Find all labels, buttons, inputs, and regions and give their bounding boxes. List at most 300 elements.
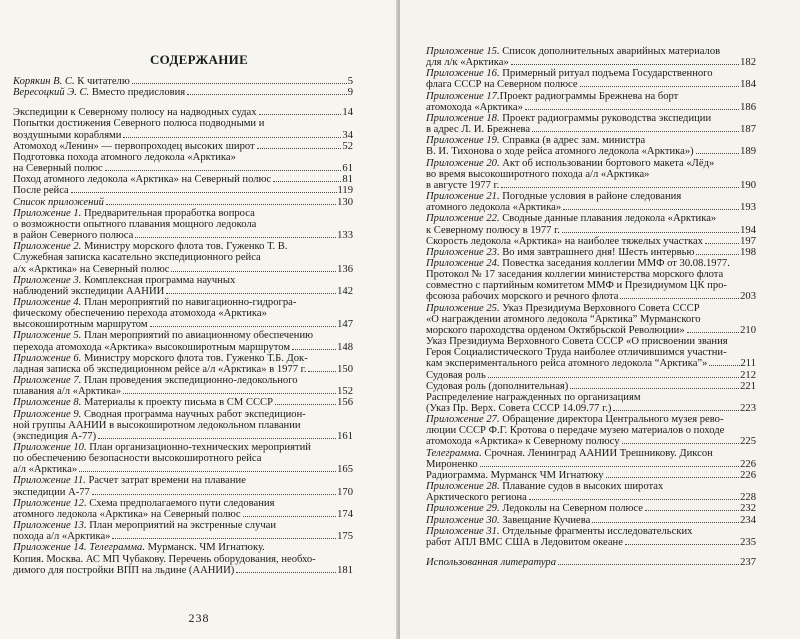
toc-entry — [426, 392, 756, 414]
toc-entry-text — [426, 425, 724, 436]
toc-entry-prefix: Приложение 10. — [13, 442, 87, 453]
toc-entry-text — [13, 275, 235, 286]
toc-entry-text — [13, 230, 133, 241]
toc-entry — [426, 158, 756, 191]
toc-entry-text — [13, 107, 257, 118]
toc-entry-prefix: Приложение 20. — [426, 157, 500, 169]
toc-entry-continuation: на Северный полюс — [13, 163, 103, 175]
toc-entry-prefix: Приложение 7. — [13, 375, 82, 387]
toc-entry-text — [13, 141, 255, 152]
dot-leader — [79, 471, 336, 472]
toc-entry-text — [13, 375, 298, 386]
toc-line — [426, 436, 756, 447]
dot-leader — [243, 516, 337, 517]
toc-entry — [426, 414, 756, 447]
toc-entry-text — [426, 314, 701, 325]
toc-entry-text — [13, 163, 103, 174]
dot-leader — [123, 137, 341, 138]
toc-entry-text — [13, 420, 301, 431]
toc-line — [426, 124, 756, 135]
toc-entry — [13, 409, 353, 442]
toc-entry-text — [13, 409, 306, 420]
toc-entry-title: Распределение награжденных по организациям — [426, 391, 641, 403]
dot-leader — [480, 466, 739, 467]
toc-entry — [13, 520, 353, 542]
toc-entry-text — [13, 487, 90, 498]
toc-entry-continuation: ной группы ААНИИ в высокоширотном ледокольном плавании — [13, 419, 301, 431]
toc-page-number: 184 — [740, 79, 756, 91]
toc-page-number: 119 — [337, 185, 353, 197]
toc-entry-continuation: люции СССР Ф.Г. Кротова о передаче музею материалов о походе — [426, 425, 725, 437]
toc-entry-text — [13, 386, 121, 397]
toc-entry-text — [13, 542, 265, 553]
toc-line — [13, 554, 353, 565]
dot-leader — [705, 243, 739, 244]
toc-line — [13, 308, 353, 319]
right-toc-list — [426, 46, 756, 568]
toc-entry-text — [426, 124, 530, 135]
toc-page-number: 198 — [740, 246, 756, 258]
toc-entry-prefix: Корякин В. С. — [13, 76, 75, 87]
toc-entry-text — [13, 76, 130, 87]
toc-entry-text — [13, 431, 96, 442]
toc-entry — [13, 76, 353, 87]
toc-entry-title: Указ Президиума Верховного Совета СССР — [499, 302, 700, 314]
toc-entry-text — [426, 526, 692, 537]
toc-entry-prefix: Приложение 15. — [426, 46, 500, 57]
toc-entry-text — [426, 537, 623, 548]
toc-line — [13, 130, 353, 141]
toc-entry — [13, 297, 353, 330]
toc-entry — [426, 258, 756, 303]
toc-entry-text — [13, 264, 169, 275]
toc-entry — [13, 475, 353, 497]
toc-entry — [426, 247, 756, 258]
toc-entry — [426, 213, 756, 235]
toc-entry-title: Комплексная программа научных — [81, 274, 236, 286]
toc-entry-title: Судовая роль — [426, 369, 486, 381]
toc-line — [426, 258, 756, 269]
dot-leader — [106, 204, 336, 205]
dot-leader — [135, 237, 336, 238]
toc-entry-title: Радиограмма. Мурманск ЧМ Игнатюку — [426, 469, 604, 481]
toc-entry-text — [426, 146, 694, 157]
toc-entry-continuation: (экспедиция А-77) — [13, 430, 97, 442]
toc-entry-text — [426, 470, 604, 481]
toc-entry-continuation: ладная записка об экспедиционном рейсе а/л «Арктика» в 1977 г. — [13, 363, 307, 375]
toc-entry-text — [426, 158, 714, 169]
toc-entry-continuation: во время высокоширотного похода а/л «Арктика» — [426, 168, 650, 180]
toc-entry-title: Поход атомного ледокола «Арктика» на Северный полюс — [13, 174, 272, 186]
toc-line — [13, 185, 353, 196]
toc-entry-prefix: Приложение 24. — [426, 257, 500, 269]
toc-entry — [13, 141, 353, 152]
dot-leader — [501, 187, 739, 188]
toc-page-number: 147 — [337, 319, 353, 331]
toc-line — [13, 174, 353, 185]
toc-entry-text — [426, 325, 685, 336]
toc-entry-prefix: Вересоцкий Э. С. — [13, 87, 90, 99]
toc-line — [13, 219, 353, 230]
toc-entry-text — [13, 174, 271, 185]
toc-entry-text — [13, 475, 246, 486]
toc-page-number: 150 — [337, 363, 353, 375]
toc-line — [426, 280, 756, 291]
dot-leader — [112, 538, 336, 539]
toc-line — [13, 475, 353, 486]
toc-entry-continuation: кам экспериментального рейса атомного ледокола “Арктика”» — [426, 358, 708, 370]
contents-heading: СОДЕРЖАНИЕ — [149, 52, 249, 67]
toc-line — [13, 297, 353, 308]
toc-line — [426, 492, 756, 503]
toc-page-number: 148 — [337, 341, 353, 353]
toc-entry — [13, 542, 353, 575]
toc-entry-text — [13, 364, 306, 375]
toc-page-number: 197 — [740, 235, 756, 247]
toc-entry-prefix: Приложение 9. — [13, 408, 82, 420]
toc-page-number: 221 — [740, 380, 756, 392]
toc-line — [426, 526, 756, 537]
toc-entry-title: Мурманск. ЧМ Игнатюку. — [144, 542, 265, 554]
toc-page-number: 161 — [337, 430, 353, 442]
toc-line — [13, 152, 353, 163]
toc-page-number: 136 — [337, 263, 353, 275]
dot-leader — [105, 170, 342, 171]
toc-page-number: 133 — [337, 230, 353, 242]
toc-entry — [426, 515, 756, 526]
toc-page-number: 186 — [740, 101, 756, 113]
toc-entry-prefix: Приложение 28. — [426, 481, 500, 493]
dot-leader — [511, 64, 739, 65]
toc-entry — [426, 68, 756, 90]
toc-entry-title: Материалы к проекту письма в СМ СССР — [81, 397, 273, 409]
dot-leader — [625, 544, 739, 545]
toc-entry — [13, 241, 353, 274]
toc-line — [426, 269, 756, 280]
toc-entry-continuation: морского пароходства орденом Октябрьской Революции» — [426, 324, 685, 336]
toc-line — [426, 91, 756, 102]
toc-entry-text — [13, 498, 274, 509]
dot-leader — [92, 494, 336, 495]
toc-line — [426, 425, 756, 436]
toc-entry-text — [426, 403, 611, 414]
toc-entry — [426, 113, 756, 135]
toc-entry-continuation: а/х «Арктика» на Северный полюс — [13, 263, 170, 275]
toc-line — [13, 464, 353, 475]
toc-line — [426, 336, 756, 347]
toc-entry-text — [426, 280, 727, 291]
toc-page-number: 61 — [342, 163, 353, 175]
toc-entry-prefix: Приложение 25. — [426, 302, 500, 314]
toc-entry-continuation: Протокол № 17 заседания коллегии министерства морского флота — [426, 269, 724, 281]
toc-line — [13, 208, 353, 219]
toc-line — [13, 442, 353, 453]
toc-line — [426, 392, 756, 403]
toc-line — [426, 403, 756, 414]
toc-line — [13, 342, 353, 353]
toc-entry-text — [13, 509, 241, 520]
toc-entry-text — [13, 342, 290, 353]
dot-leader — [259, 114, 342, 115]
toc-entry-continuation: Мироненко — [426, 458, 478, 470]
toc-page-number: 5 — [347, 76, 353, 87]
left-page — [0, 0, 398, 639]
toc-line — [426, 481, 756, 492]
dot-leader — [563, 209, 739, 210]
toc-entry-continuation: для л/к «Арктика» — [426, 57, 509, 69]
toc-line — [13, 375, 353, 386]
toc-entry-prefix: Приложение 31. — [426, 525, 500, 537]
toc-line — [13, 197, 353, 208]
toc-entry — [426, 381, 756, 392]
dot-leader — [570, 388, 739, 389]
toc-entry-text — [13, 297, 296, 308]
toc-line — [13, 431, 353, 442]
toc-entry — [426, 481, 756, 503]
toc-entry-prefix: Список приложений — [13, 196, 104, 208]
toc-line — [13, 386, 353, 397]
toc-line — [13, 252, 353, 263]
toc-entry-continuation: экспедиции А-77 — [13, 486, 90, 498]
dot-leader — [529, 499, 739, 500]
toc-page-number: 165 — [337, 464, 353, 476]
toc-line — [13, 241, 353, 252]
toc-line — [426, 370, 756, 381]
toc-entry — [13, 397, 353, 408]
toc-page-number: 223 — [740, 403, 756, 414]
toc-page-number: 34 — [342, 129, 353, 141]
toc-line — [13, 453, 353, 464]
toc-line — [426, 180, 756, 191]
toc-entry-text — [426, 169, 649, 180]
toc-entry-title: План мероприятий на экстренные случаи — [86, 520, 277, 532]
toc-line — [13, 163, 353, 174]
toc-spacer — [13, 98, 353, 107]
toc-entry-prefix: Приложение 6. — [13, 352, 82, 364]
toc-entry-prefix: Приложение 13. — [13, 520, 87, 532]
dot-leader — [525, 109, 739, 110]
toc-entry — [426, 91, 756, 113]
toc-entry-prefix: Приложение 27. — [426, 414, 500, 426]
toc-page-number: 9 — [347, 87, 353, 99]
toc-entry-title: Обращение директора Центрального музея рево- — [499, 414, 724, 426]
dot-leader — [696, 153, 739, 154]
toc-page-number: 211 — [740, 358, 756, 370]
toc-entry-prefix: Приложение 12. — [13, 497, 87, 509]
toc-entry-continuation: «О награждении атомного ледокола “Арктика” Мурманского — [426, 313, 701, 325]
toc-entry-continuation: В. И. Тихонова о ходе рейса атомного ледокола «Арктика») — [426, 146, 694, 158]
toc-entry-prefix: Использованная литература — [426, 557, 557, 569]
toc-entry-text — [426, 358, 707, 369]
toc-entry-text — [426, 336, 728, 347]
toc-entry-title: Список дополнительных аварийных материалов — [499, 46, 721, 57]
toc-entry-text — [426, 515, 590, 526]
toc-entry — [13, 442, 353, 475]
toc-entry-text — [426, 258, 730, 269]
toc-entry — [13, 87, 353, 98]
toc-entry-title: План мероприятий по авиационному обеспечению — [81, 330, 314, 342]
toc-entry-text — [13, 208, 255, 219]
toc-line — [13, 531, 353, 542]
toc-entry-continuation: совместно с партийным комитетом ММФ и Президиумом ЦК про- — [426, 280, 727, 292]
toc-entry-prefix: Приложение 3. — [13, 274, 82, 286]
toc-page-number: 212 — [740, 369, 756, 381]
toc-entry — [13, 107, 353, 118]
toc-line — [426, 448, 756, 459]
toc-entry-title: Ледоколы на Северном полюсе — [499, 503, 643, 515]
toc-line — [426, 68, 756, 79]
toc-entry — [426, 336, 756, 369]
toc-entry-continuation: атомохода «Арктика» — [426, 101, 523, 113]
toc-entry-text — [13, 554, 316, 565]
toc-line — [426, 358, 756, 369]
toc-page-number: 225 — [740, 436, 756, 448]
toc-entry-title: План проведения экспедиционно-ледокольного — [81, 375, 298, 387]
toc-line — [13, 330, 353, 341]
toc-entry-text — [13, 197, 104, 208]
toc-entry-text — [426, 247, 694, 258]
toc-entry-continuation: фсоюза рабочих морского и речного флота — [426, 291, 619, 303]
toc-entry-title: Погодные условия в районе следования — [499, 191, 682, 203]
toc-entry-title: Попытки достижения Северного полюса подводными и — [13, 118, 265, 130]
toc-line — [426, 347, 756, 358]
toc-entry-text — [13, 252, 261, 263]
toc-entry-continuation: флага СССР на Северном полюсе — [426, 79, 578, 91]
toc-line — [426, 314, 756, 325]
toc-spacer — [426, 548, 756, 557]
toc-entry-title: Проект радиограммы Брежнева на борт — [499, 90, 679, 102]
toc-entry-title: План мероприятий по навигационно-гидрогра- — [81, 296, 297, 308]
toc-page-number: 52 — [342, 140, 353, 152]
toc-entry-text — [426, 370, 486, 381]
toc-line — [426, 191, 756, 202]
toc-line — [426, 236, 756, 247]
toc-entry-prefix: Приложение 30. — [426, 514, 500, 526]
toc-entry-prefix: Приложение 29. — [426, 503, 500, 515]
toc-page-number: 152 — [337, 386, 353, 398]
toc-entry-title: Во имя завтрашнего дня! Шесть интервью — [499, 246, 695, 258]
toc-entry-prefix: Приложение 11. — [13, 475, 86, 487]
toc-entry-prefix: Приложение 8. — [13, 397, 82, 409]
toc-entry-title: Министру морского флота тов. Гуженко Т.Б. Док- — [81, 352, 308, 364]
toc-entry-prefix: Телеграмма. — [426, 447, 482, 459]
toc-page-number: 181 — [337, 564, 353, 576]
dot-leader — [166, 293, 336, 294]
toc-entry-continuation: (Указ Пр. Верх. Совета СССР 14.09.77 г.) — [426, 403, 612, 414]
toc-entry-continuation: к Северному полюсу в 1977 г. — [426, 224, 560, 236]
dot-leader — [687, 332, 739, 333]
toc-entry-continuation: работ АПЛ ВМС США в Ледовитом океане — [426, 536, 623, 548]
toc-entry — [13, 185, 353, 196]
toc-page-number: 156 — [337, 397, 353, 409]
page-number: 238 — [188, 611, 210, 625]
toc-entry-text — [426, 57, 509, 68]
toc-line — [426, 225, 756, 236]
toc-entry — [13, 174, 353, 185]
dot-leader — [123, 393, 336, 394]
toc-entry — [426, 191, 756, 213]
toc-entry-text — [426, 225, 560, 236]
toc-entry-continuation: в августе 1977 г. — [426, 179, 500, 191]
dot-leader — [645, 510, 739, 511]
dot-leader — [71, 192, 337, 193]
dot-leader — [98, 438, 336, 439]
toc-entry-title: Судовая роль (дополнительная) — [426, 380, 569, 392]
toc-line — [426, 381, 756, 392]
toc-page-number: 203 — [740, 291, 756, 303]
toc-line — [13, 76, 353, 87]
toc-entry-continuation: по обеспечению безопасности высокоширотного рейса — [13, 453, 262, 465]
dot-leader — [622, 443, 740, 444]
toc-entry-continuation: фическому обеспечению перехода атомохода «Арктика» — [13, 308, 267, 320]
toc-page-number: 81 — [342, 174, 353, 186]
toc-line — [426, 158, 756, 169]
toc-entry — [426, 557, 756, 568]
toc-line — [426, 291, 756, 302]
toc-line — [426, 46, 756, 57]
toc-entry-text — [426, 79, 578, 90]
toc-entry-text — [426, 557, 556, 568]
toc-line — [426, 146, 756, 157]
dot-leader — [150, 326, 337, 327]
toc-line — [426, 79, 756, 90]
toc-entry-continuation: атомного ледокола «Арктика» — [426, 202, 562, 214]
dot-leader — [132, 83, 347, 84]
toc-entry-prefix: Приложение 23. — [426, 246, 500, 258]
toc-entry-title: Справка (в адрес зам. министра — [499, 135, 646, 147]
dot-leader — [592, 522, 739, 523]
toc-entry-text — [426, 448, 713, 459]
toc-entry-continuation: плавания а/л «Арктика» — [13, 386, 122, 398]
toc-line — [426, 202, 756, 213]
toc-entry-text — [426, 269, 723, 280]
toc-page-number: 175 — [337, 531, 353, 543]
toc-line — [13, 275, 353, 286]
toc-entry-title: Отдельные фрагменты исследовательских — [499, 525, 693, 537]
dot-leader — [171, 271, 336, 272]
toc-entry-text — [426, 492, 527, 503]
toc-entry-prefix: Приложение 21. — [426, 191, 500, 203]
toc-entry-continuation: а/л «Арктика» — [13, 464, 78, 476]
dot-leader — [696, 254, 739, 255]
toc-line — [426, 537, 756, 548]
dot-leader — [532, 131, 739, 132]
toc-entry-text — [426, 213, 716, 224]
dot-leader — [292, 349, 336, 350]
toc-entry-text — [13, 442, 311, 453]
toc-entry-text — [13, 286, 164, 297]
toc-entry-title: Завещание Кучиева — [499, 514, 591, 526]
toc-page-number: 174 — [337, 508, 353, 520]
toc-page-number: 193 — [740, 202, 756, 214]
toc-entry-prefix: Приложение 19. — [426, 135, 500, 147]
toc-page-number: 226 — [740, 458, 756, 470]
toc-line — [426, 325, 756, 336]
toc-entry — [13, 152, 353, 174]
toc-page-number: 190 — [740, 179, 756, 191]
toc-line — [426, 515, 756, 526]
toc-entry-text — [13, 464, 77, 475]
toc-entry-text — [426, 191, 681, 202]
toc-entry — [13, 118, 353, 140]
toc-entry-prefix: Приложение 22. — [426, 213, 500, 225]
toc-entry-text — [426, 381, 568, 392]
dot-leader — [308, 371, 336, 372]
toc-page-number: 182 — [740, 57, 756, 69]
toc-entry-text — [426, 113, 711, 124]
toc-line — [13, 286, 353, 297]
toc-entry-text — [13, 219, 256, 230]
